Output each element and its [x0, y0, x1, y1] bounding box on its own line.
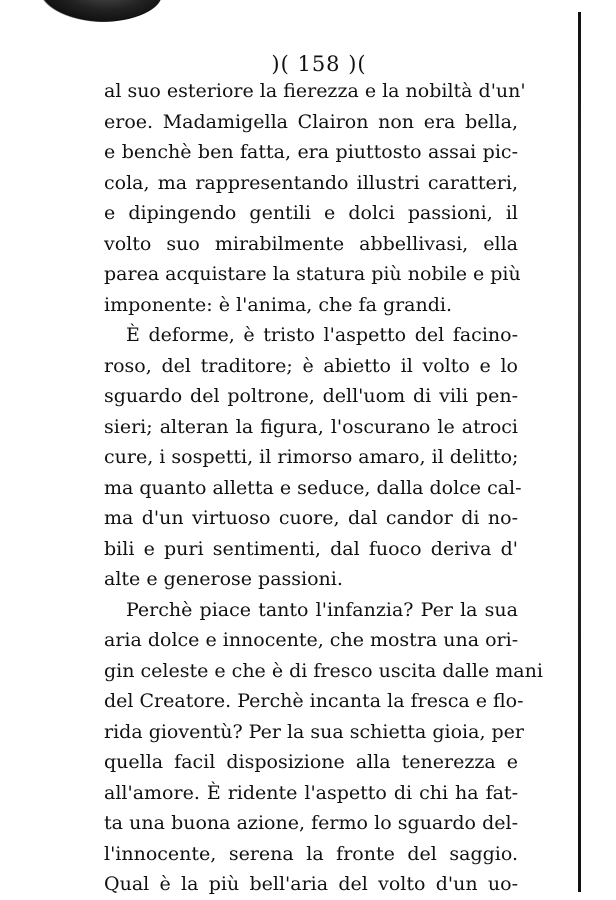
text-line: al suo esteriore la fierezza e la nobiltà d'un': [104, 80, 526, 102]
text-line: sguardo del poltrone, dell'uom di vili pen-: [104, 385, 518, 407]
text-line: cure, i sospetti, il rimorso amaro, il delitto;: [104, 446, 519, 468]
text-line: rida gioventù? Per la sua schietta gioia, per: [104, 720, 525, 743]
text-line: aria dolce e innocente, che mostra una ori-: [104, 629, 519, 651]
text-line: ma quanto alletta e seduce, dalla dolce cal-: [104, 476, 522, 499]
text-line: all'amore. È ridente l'aspetto di chi ha fat-: [104, 781, 518, 804]
text-line: cola, ma rappresentando illustri caratteri,: [104, 171, 518, 194]
page-edge: [578, 12, 581, 892]
text-line: parea acquistare la statura più nobile e più: [104, 263, 521, 285]
body-text: [104, 76, 543, 900]
text-line: eroe. Madamigella Clairon non era bella,: [104, 110, 518, 133]
ink-blot: [40, 0, 162, 22]
text-line: ta una buona azione, fermo lo sguardo del-: [104, 812, 518, 834]
text-line: Perchè piace tanto l'infanzia? Per la sua: [126, 598, 518, 621]
text-line: ma d'un virtuoso cuore, dal candor di no-: [104, 507, 518, 529]
text-line: bili e puri sentimenti, dal fuoco deriva d': [104, 537, 518, 560]
text-line: quella facil disposizione alla tenerezza e: [104, 751, 518, 773]
text-line: e dipingendo gentili e dolci passioni, il: [104, 202, 518, 224]
text-line: È deforme, è tristo l'aspetto del facino-: [126, 324, 518, 346]
text-line: gin celeste e che è di fresco uscita dalle mani: [104, 659, 543, 682]
text-line: volto suo mirabilmente abbellivasi, ella: [104, 232, 518, 255]
text-line: sieri; alteran la figura, l'oscurano le atroci: [104, 415, 518, 438]
page-number: )( 158 )(: [271, 52, 367, 76]
text-line: e benchè ben fatta, era piuttosto assai pic-: [104, 141, 518, 163]
text-line: roso, del traditore; è abietto il volto e lo: [104, 354, 518, 377]
text-line: imponente: è l'anima, che fa grandi.: [104, 293, 453, 316]
text-line: alte e generose passioni.: [104, 568, 343, 590]
text-line: del Creatore. Perchè incanta la fresca e flo-: [104, 690, 524, 712]
text-line: Qual è la più bell'aria del volto d'un uo-: [104, 873, 518, 895]
text-line: l'innocente, serena la fronte del saggio.: [104, 842, 518, 865]
